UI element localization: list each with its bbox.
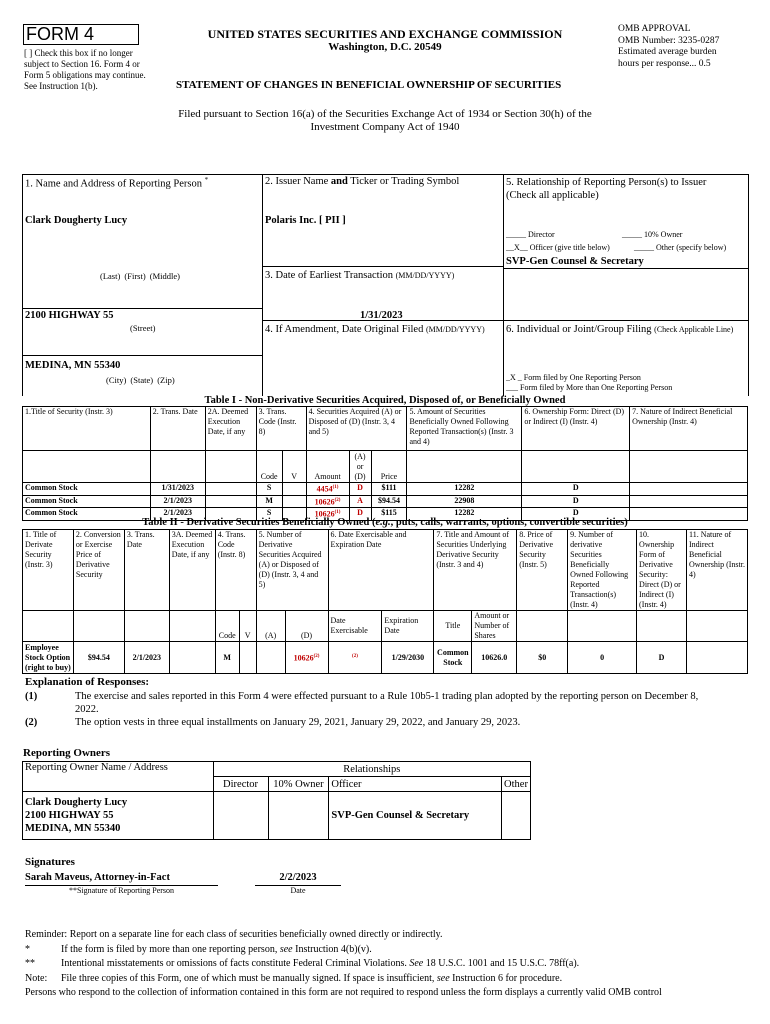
relationship-director: _____ Director: [506, 230, 555, 239]
explanation-item-2: (2) The option vests in three equal installments on January 29, 2021, January 29, 2022, and January 29, 2023.: [25, 717, 521, 728]
t2-row-und-amount: 10626.0: [472, 642, 517, 674]
t1-row-amount: 10626$^{(2)}$: [306, 495, 349, 508]
t1-row-title: Common Stock: [23, 495, 151, 508]
agency-location: Washington, D.C. 20549: [328, 41, 442, 53]
owners-row-address: Clark Dougherty Lucy 2100 HIGHWAY 55 MEDINA, MN 55340: [23, 792, 214, 840]
owners-title: Reporting Owners: [23, 747, 111, 759]
t1-sub-amount: Amount: [306, 451, 349, 483]
statement-title: STATEMENT OF CHANGES IN BENEFICIAL OWNERSHIP OF SECURITIES: [176, 79, 562, 91]
issuer-name: Polaris Inc. [ PII ]: [265, 215, 346, 226]
t2-h3a: 3A. Deemed Execution Date, if any: [169, 530, 215, 611]
t1-row-code: S: [256, 508, 282, 521]
signature-name: Sarah Maveus, Attorney-in-Fact: [25, 872, 170, 883]
box5-label-line2: (Check all applicable): [506, 190, 599, 201]
explanation-title: Explanation of Responses:: [25, 676, 150, 688]
t2-sub-v: V: [239, 611, 256, 642]
omb-approval-title: OMB APPROVAL: [618, 24, 691, 34]
t1-row-price: $111: [371, 483, 407, 496]
filed-pursuant-line2: Investment Company Act of 1940: [310, 121, 460, 133]
t1-row-form: D: [522, 508, 630, 521]
owners-col-rel: Relationships: [213, 762, 530, 777]
owners-col-other: Other: [501, 777, 530, 792]
t2-row-deriv-price: $0: [517, 642, 568, 674]
reminder-star: * If the form is filed by more than one reporting person, see Instruction 4(b)(v).: [25, 943, 372, 955]
reminder-block: [25, 928, 765, 1001]
t2-h4: 4. Trans. Code (Instr. 8): [215, 530, 256, 611]
street-hint: (Street): [130, 323, 156, 333]
t2-sub-title: Title: [434, 611, 472, 642]
box5-label: [506, 176, 706, 202]
t1-sub-code: Code: [256, 451, 282, 483]
signature-caption: **Signature of Reporting Person: [68, 886, 175, 895]
t2-row-exercisable: (2): [328, 642, 382, 674]
t1-h3: 3. Trans. Code (Instr. 8): [256, 407, 306, 451]
reporting-person-city: MEDINA, MN 55340: [25, 360, 121, 371]
t1-sub-aord: (A) or (D): [349, 451, 371, 483]
box2-label: 2. Issuer Name and Ticker or Trading Symbol: [265, 176, 460, 187]
t2-h1: 1. Title of Derivate Security (Instr. 3): [23, 530, 74, 611]
signature-date: 2/2/2023: [279, 872, 317, 883]
filed-pursuant-line1: Filed pursuant to Section 16(a) of the Securities Exchange Act of 1934 or Section 30(h) of the: [178, 108, 592, 120]
reporting-person-name: Clark Dougherty Lucy: [25, 215, 128, 226]
reminder-persons: Persons who respond to the collection of information contained in this form are not required to respond unless the form displays a currently valid OMB control: [25, 987, 662, 998]
t2-row-title: Employee Stock Option (right to buy): [23, 642, 74, 674]
omb-approval: [618, 24, 719, 70]
t1-row-price: $94.54: [371, 495, 407, 508]
t1-row-owned: 22908: [407, 495, 522, 508]
box5-label-line1: 5. Relationship of Reporting Person(s) to Issuer: [506, 177, 707, 188]
t2-sub-expiration: Expiration Date: [382, 611, 434, 642]
reminder-line: Reminder: Report on a separate line for each class of securities beneficially owned directly or indirectly.: [25, 929, 443, 940]
t2-sub-exercisable: Date Exercisable: [328, 611, 382, 642]
t2-h9: 9. Number of derivative Securities Beneficially Owned Following Reported Transaction(s) (Instr. 4): [568, 530, 637, 611]
t1-row-owned: 12282: [407, 483, 522, 496]
t2-sub-code: Code: [215, 611, 239, 642]
t1-h5: 5. Amount of Securities Beneficially Owned Following Reported Transaction(s) (Instr. 3 and 4): [407, 407, 522, 451]
t2-h5: 5. Number of Derivative Securities Acquired (A) or Disposed of (D) (Instr. 3, 4 and 5): [256, 530, 328, 611]
t2-sub-a: (A): [256, 611, 285, 642]
t1-row-owned: 12282: [407, 508, 522, 521]
t2-row-price: $94.54: [73, 642, 124, 674]
relationship-other: _____ Other (specify below): [634, 243, 727, 252]
omb-burden: Estimated average burden: [618, 47, 717, 57]
t1-h6: 6. Ownership Form: Direct (D) or Indirect (I) (Instr. 4): [522, 407, 630, 451]
t1-h7: 7. Nature of Indirect Beneficial Ownership (Instr. 4): [630, 407, 748, 451]
t2-h3: 3. Trans. Date: [124, 530, 169, 611]
box6-label: 6. Individual or Joint/Group Filing (Check Applicable Line): [506, 324, 734, 335]
name-hint: (Last) (First) (Middle): [100, 271, 181, 281]
agency-name: UNITED STATES SECURITIES AND EXCHANGE COMMISSION: [207, 27, 563, 41]
section16-checkbox-text: [ ] Check this box if no longer subject to Section 16. Form 4 or Form 5 obligations may continue. See Instruction 1(b).: [24, 48, 146, 91]
table2: [22, 529, 748, 674]
table1-title: Table I - Non-Derivative Securities Acquired, Disposed of, or Beneficially Owned: [204, 395, 566, 406]
t1-row-title: Common Stock: [23, 483, 151, 496]
relationship-officer: __X__ Officer (give title below): [506, 243, 610, 252]
owners-col-director: Director: [213, 777, 268, 792]
box3-label: 3. Date of Earliest Transaction (MM/DD/YYYY): [265, 270, 455, 281]
earliest-transaction-date: 1/31/2023: [360, 310, 403, 321]
box1-label: 1. Name and Address of Reporting Person *: [25, 176, 209, 190]
reminder-double-star: ** Intentional misstatements or omissions of facts constitute Federal Criminal Violations. See 18 U.S.C. 1001 and 15 U.S.C. 78ff(a).: [25, 958, 580, 969]
t1-sub-price: Price: [371, 451, 407, 483]
owners-table: [22, 761, 531, 840]
t2-row-form: D: [637, 642, 687, 674]
t2-row-d: 10626$^{(2)}$: [285, 642, 328, 674]
t1-row-amount: 4454$^{(1)}$: [306, 483, 349, 496]
t1-row-date: 2/1/2023: [150, 495, 205, 508]
t1-h2: 2. Trans. Date: [150, 407, 205, 451]
reporting-person-street: 2100 HIGHWAY 55: [25, 310, 114, 321]
t2-h6: 6. Date Exercisable and Expiration Date: [328, 530, 434, 611]
box4-label: 4. If Amendment, Date Original Filed (MM/DD/YYYY): [265, 324, 485, 335]
owners-row-officer: SVP-Gen Counsel & Secretary: [329, 792, 502, 840]
t1-row-date: 1/31/2023: [150, 483, 205, 496]
officer-title: SVP-Gen Counsel & Secretary: [506, 256, 644, 267]
t2-row-code: M: [215, 642, 239, 674]
t2-sub-amount: Amount or Number of Shares: [472, 611, 517, 642]
t1-row-title: Common Stock: [23, 508, 151, 521]
t1-row: [23, 483, 748, 496]
filing-option-many: ___ Form filed by More than One Reporting Person: [506, 383, 673, 392]
table1: [22, 406, 748, 521]
omb-number: OMB Number: 3235-0287: [618, 35, 720, 46]
t2-row-und-title: Common Stock: [434, 642, 472, 674]
t1-row-aord: D: [349, 508, 371, 521]
t1-h2a: 2A. Deemed Execution Date, if any: [205, 407, 256, 451]
t2-h7: 7. Title and Amount of Securities Underlying Derivative Security (Instr. 3 and 4): [434, 530, 517, 611]
t1-row-code: S: [256, 483, 282, 496]
t1-row-form: D: [522, 483, 630, 496]
t1-row-date: 2/1/2023: [150, 508, 205, 521]
city-hint: (City) (State) (Zip): [106, 375, 175, 385]
t1-row-code: M: [256, 495, 282, 508]
table2-title: Table II - Derivative Securities Beneficially Owned (e.g., puts, calls, warrants, options, convertible securities): [142, 517, 628, 528]
omb-hours: hours per response... 0.5: [618, 58, 711, 69]
owners-col-name: Reporting Owner Name / Address: [23, 762, 214, 792]
t2-sub-d: (D): [285, 611, 328, 642]
t2-row: [23, 642, 748, 674]
t2-h8: 8. Price of Derivative Security (Instr. 5): [517, 530, 568, 611]
reminder-note: Note: File three copies of this Form, one of which must be manually signed. If space is insufficient, see Instruction 6 for procedure.: [25, 972, 563, 984]
relationship-ten-pct: _____ 10% Owner: [622, 230, 683, 239]
t1-h4: 4. Securities Acquired (A) or Disposed of (D) (Instr. 3, 4 and 5): [306, 407, 407, 451]
t2-row-expiration: 1/29/2030: [382, 642, 434, 674]
explanation-item-1: (1) The exercise and sales reported in this Form 4 were effected pursuant to a Rule 10b5-1 trading plan adopted by the reporting person on December 8, 2022.: [25, 691, 699, 715]
t1-row-aord: D: [349, 483, 371, 496]
t1-h1: 1.Title of Security (Instr. 3): [23, 407, 151, 451]
owners-col-officer: Officer: [329, 777, 502, 792]
filing-option-one: _X _ Form filed by One Reporting Person: [506, 373, 641, 382]
t1-row-form: D: [522, 495, 630, 508]
explanation-list: [25, 690, 750, 729]
t2-h2: 2. Conversion or Exercise Price of Derivative Security: [73, 530, 124, 611]
t2-row-date: 2/1/2023: [124, 642, 169, 674]
t1-row: [23, 495, 748, 508]
t1-row-aord: A: [349, 495, 371, 508]
owners-col-ten: 10% Owner: [268, 777, 329, 792]
signature-date-caption: Date: [290, 886, 306, 895]
t2-h11: 11. Nature of Indirect Beneficial Ownership (Instr. 4): [686, 530, 747, 611]
t1-sub-v: V: [282, 451, 306, 483]
signatures-title: Signatures: [25, 856, 75, 868]
t1-row-amount: 10626$^{(1)}$: [306, 508, 349, 521]
t1-row-price: $115: [371, 508, 407, 521]
t2-h10: 10. Ownership Form of Derivative Security: Direct (D) or Indirect (I) (Instr. 4): [637, 530, 687, 611]
form-title: FORM 4: [23, 24, 139, 45]
t2-row-owned: 0: [568, 642, 637, 674]
